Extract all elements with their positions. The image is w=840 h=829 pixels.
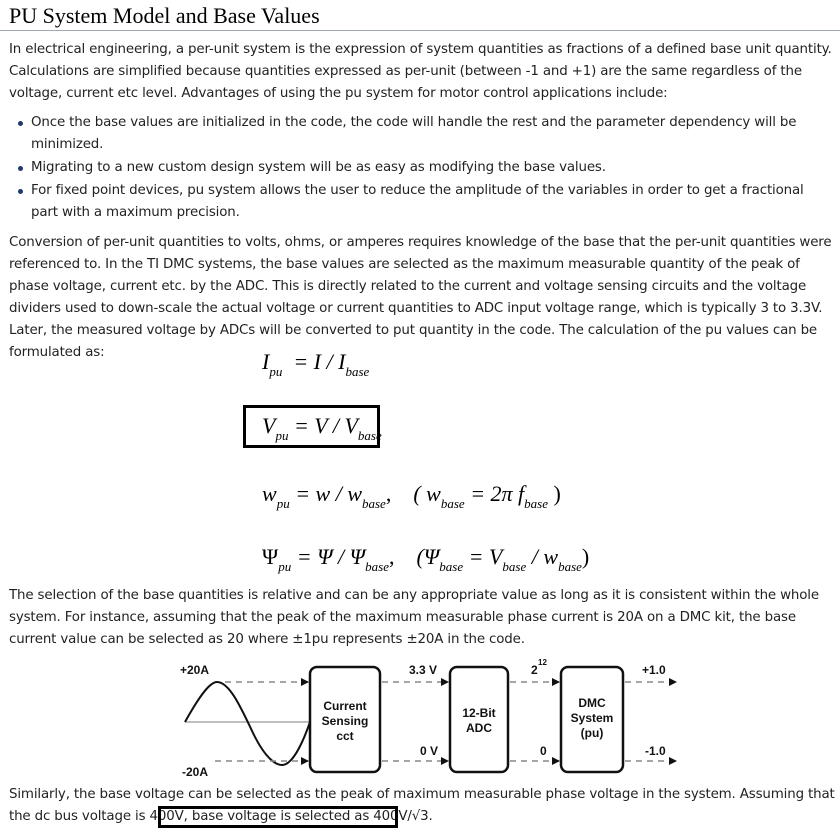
eq-body: = V / V — [293, 413, 358, 438]
eq-subscript: base — [357, 428, 382, 443]
eq-symbol: Ψ — [262, 544, 279, 569]
block-label: (pu) — [580, 726, 604, 740]
eq-comma: , — [385, 481, 392, 506]
eq-subscript: base — [558, 559, 582, 574]
page-title: PU System Model and Base Values — [9, 3, 320, 28]
voltage-pu-equation — [262, 413, 382, 444]
list-item — [0, 180, 821, 224]
conversion-paragraph: Conversion of per-unit quantities to volts, ohms, or amperes requires knowledge of the base that the per-unit quantities were referenced to. In the TI DMC systems, the base values are selected as the maximum measurable quantity of the peak of phase voltage, current etc. by the ADC. This is directly related to the current and voltage sensing circuits and the voltage dividers used to down-scale the actual voltage or current quantities to ADC input voltage range, which is typically 3 to 3.3V. Later, the measured voltage by ADCs will be converted to put quantity in the code. The calculation of the pu values can be formulated as: — [9, 235, 832, 360]
eq-paren-body: = 2π f — [470, 481, 525, 506]
bullet-icon — [18, 121, 23, 126]
flux-pu-equation — [262, 544, 589, 575]
list-item — [0, 112, 821, 156]
eq-subscript: pu — [275, 428, 289, 443]
eq-comma: , — [388, 544, 395, 569]
voltage-base-highlight: base voltage is selected as 400V/√3. — [191, 809, 433, 824]
eq-subscript: base — [440, 496, 465, 511]
block-label: System — [570, 711, 614, 725]
block-label: DMC — [578, 696, 606, 710]
sine-wave-icon — [185, 682, 310, 765]
adc-output-min-label: 0 — [540, 744, 547, 758]
eq-subscript: pu — [269, 364, 283, 379]
eq-body: = w / w — [295, 481, 362, 506]
voltage-base-highlight-box — [158, 806, 398, 828]
block-label: cct — [336, 729, 354, 743]
voltage-base-text: Similarly, the base voltage can be selected as the peak of maximum measurable phase voltage in the system. Assuming that the dc bus voltage is 400V, — [9, 787, 835, 824]
bullet-icon — [18, 189, 23, 194]
eq-paren-body: / w — [531, 544, 559, 569]
eq-body: = I / I — [293, 349, 346, 374]
adc-output-exponent: 12 — [538, 658, 547, 667]
list-item-text: Once the base values are initialized in the code, the code will handle the rest and the parameter dependency will be minimized. — [31, 115, 797, 152]
voltage-base-paragraph — [9, 784, 837, 828]
bullet-icon — [18, 166, 23, 171]
block-label: Sensing — [321, 714, 369, 728]
advantages-list — [0, 112, 840, 225]
block-label: 12-Bit — [462, 706, 496, 720]
list-item — [0, 157, 821, 179]
input-max-label: +20A — [180, 663, 210, 677]
intro-paragraph: In electrical engineering, a per-unit system is the expression of system quantities as fractions of a defined base unit quantity. Calculations are simplified because quantities expressed as per-unit (between -1 and +1) are the same regardless of the voltage, current etc level. Advantages of using the pu system for motor control applications include: — [9, 42, 832, 101]
eq-subscript: pu — [278, 559, 292, 574]
speed-pu-equation — [262, 481, 561, 512]
pu-max-label: +1.0 — [642, 663, 666, 677]
eq-subscript: base — [439, 559, 464, 574]
input-min-label: -20A — [182, 765, 209, 779]
title-divider — [0, 30, 840, 31]
eq-subscript: base — [502, 559, 527, 574]
block-label: ADC — [466, 721, 492, 735]
eq-paren-body: (Ψ — [416, 544, 440, 569]
eq-subscript: base — [524, 496, 549, 511]
block-label: Current — [323, 699, 367, 713]
list-item-text: For fixed point devices, pu system allows the user to reduce the amplitude of the variables in order to get a fractional part with a maximum precision. — [31, 183, 804, 220]
list-item-text: Migrating to a new custom design system will be as easy as modifying the base values. — [31, 160, 606, 175]
eq-subscript: base — [362, 496, 386, 511]
eq-subscript: base — [345, 364, 370, 379]
adc-input-max-label: 3.3 V — [409, 663, 438, 677]
pu-min-label: -1.0 — [645, 744, 666, 758]
eq-symbol: V — [262, 413, 276, 438]
selection-paragraph: The selection of the base quantities is relative and can be any appropriate value as long as it is consistent within the whole system. For instance, assuming that the peak of the maximum measurable phase current is 20A on a DMC kit, the base current value can be selected as 20 where ±1pu represents ±20A in the code. — [9, 588, 819, 647]
eq-subscript: base — [365, 559, 389, 574]
eq-body: = Ψ / Ψ — [296, 544, 366, 569]
eq-subscript: pu — [276, 496, 290, 511]
adc-output-max-label: 2 — [531, 663, 538, 677]
current-pu-equation — [262, 349, 369, 380]
adc-input-min-label: 0 V — [420, 744, 439, 758]
eq-paren-body: ( w — [413, 481, 441, 506]
eq-symbol: w — [262, 481, 277, 506]
eq-paren-close: ) — [553, 481, 561, 506]
pu-signal-chain-diagram — [170, 655, 690, 785]
eq-paren-body: = V — [468, 544, 503, 569]
eq-symbol: I — [262, 349, 270, 374]
eq-paren-close: ) — [581, 544, 590, 569]
